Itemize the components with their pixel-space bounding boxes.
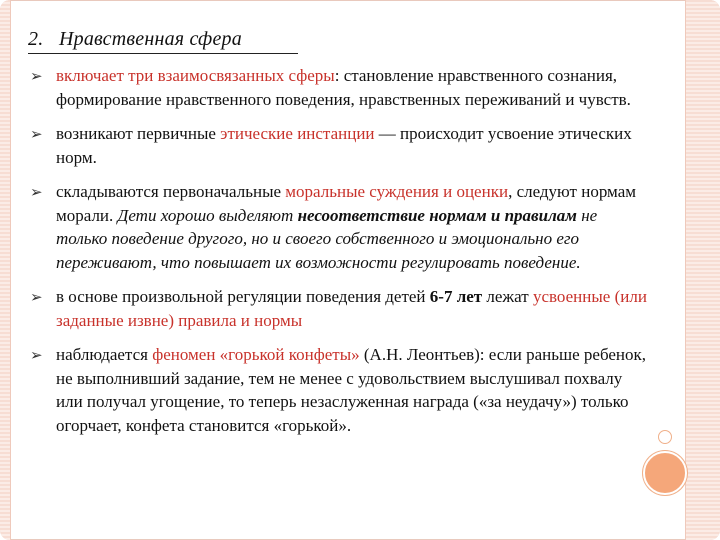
arrowhead-bullet-icon: ➢ [30,125,43,143]
item-text: складываются первоначальные [56,182,286,201]
bullet-list [30,64,650,448]
highlight-text: усвоенные (или заданные извне) правила и нормы [56,287,647,330]
item-text: возникают первичные [56,124,221,143]
left-decor-band [0,0,11,540]
right-decor-band [685,0,720,540]
decor-small-circle [658,430,672,444]
bold-italic-text: несоответствие нормам и правилам [297,205,577,225]
item-text: (А.Н. Леонтьев): если раньше ребенок, не выполнивший задание, тем не менее с удовольствием выслушивал похвалу или получал угощение, то теперь незаслуженная награда («за неудачу») только огорчает, конфета становится «горькой». [56,345,647,435]
bold-text: 6-7 лет [429,287,483,306]
list-item [30,180,650,274]
slide-title: 2. Нравственная сфера [28,28,248,50]
arrowhead-bullet-icon: ➢ [30,346,43,364]
item-text: лежат [482,287,533,306]
list-item [30,122,650,169]
item-text: , следуют нормам морали. [56,182,637,225]
list-item [30,64,650,111]
list-item [30,343,650,437]
highlight-text: феномен «горькой конфеты» [152,345,360,364]
title-underline [28,53,298,54]
decor-large-circle [643,451,687,495]
item-text: — происходит усвоение этических норм. [56,124,632,167]
highlight-text: этические инстанции [220,124,375,143]
list-item [30,285,650,332]
arrowhead-bullet-icon: ➢ [30,288,43,306]
item-text: в основе произвольной регуляции поведения детей [56,287,430,306]
italic-text: не только поведение другого, но и своего собственного и эмоционально его переживают, что повышает их возможности регулировать поведение. [56,205,598,272]
item-text: : становление нравственного сознания, формирование нравственного поведения, нравственных переживаний и чувств. [56,66,631,109]
item-text: наблюдается [56,345,153,364]
italic-text: Дети хорошо выделяют [117,205,298,225]
arrowhead-bullet-icon: ➢ [30,183,43,201]
highlight-text: моральные суждения и оценки [285,182,509,201]
arrowhead-bullet-icon: ➢ [30,67,43,85]
highlight-text: включает три взаимосвязанных сферы [56,66,335,85]
